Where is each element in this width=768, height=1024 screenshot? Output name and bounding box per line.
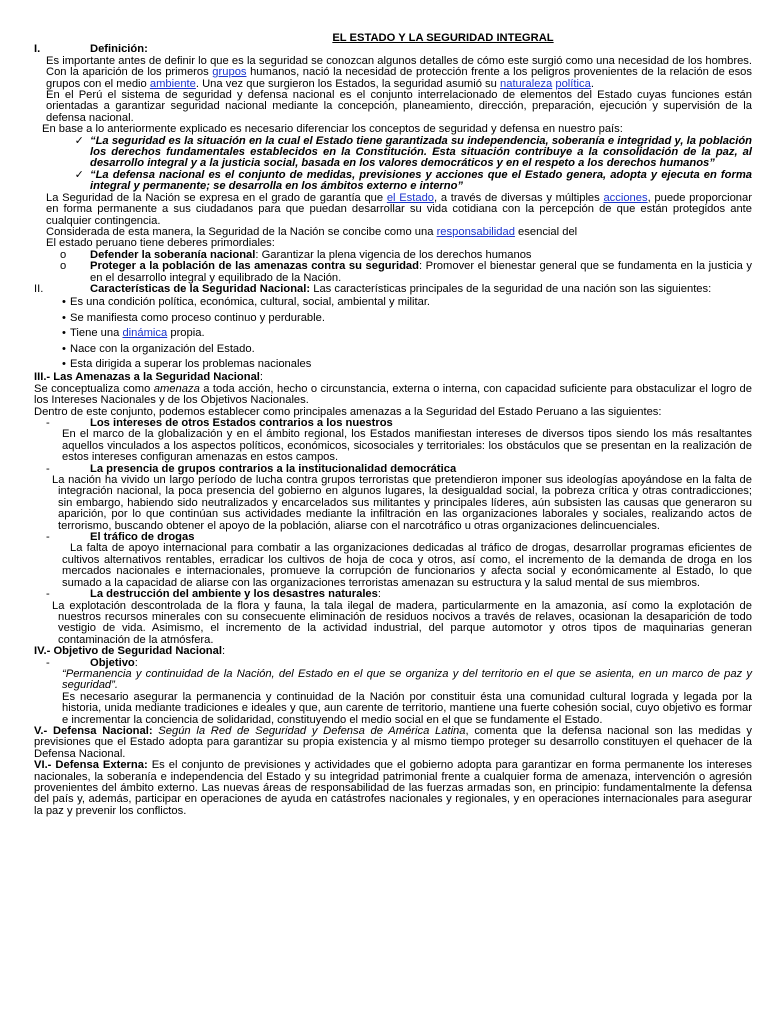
section-1-paragraph-6: El estado peruano tiene deberes primordiales: — [46, 237, 275, 250]
definition-seguridad-text: “La seguridad es la situación en la cual el Estado tiene garantizada su independencia, soberanía e integridad y, la población los derechos fundamentales establecidos en la Constitución. Esta situación contribuye a la consolidación de la paz, al desarrollo integral y a la justicia social, basada en los valores democráticos y en el respeto a los derechos humanos” — [90, 134, 752, 170]
bullet-icon: • — [62, 327, 66, 340]
threat-4-title: La destrucción del ambiente y los desastres naturales — [90, 588, 378, 601]
section-1-paragraph-3: En base a lo anteriormente explicado es necesario diferenciar los conceptos de seguridad y defensa en nuestro país: — [42, 123, 623, 136]
text: , a través de diversas y múltiples — [434, 191, 604, 204]
characteristic-text: Se manifiesta como proceso continuo y perdurable. — [70, 311, 325, 324]
objective-text: Es necesario asegurar la permanencia y continuidad de la Nación por constituir ésta una comunidad cultural lograda y legada por la historia, unida mediante tradiciones e ideales y que, aun carente de territorio, mantiene una fuerte cohesión social, cuyo objetivo es formar e incrementar la conciencia de solidaridad, constituyendo el medio social en el que se fundamente el Estado. — [62, 690, 752, 726]
section-3-title: III.- Las Amenazas a la Seguridad Nacional — [34, 371, 260, 384]
text: Tiene una — [70, 327, 123, 340]
threat-1-text: En el marco de la globalización y en el ámbito regional, los Estados manifiestan intereses de diversos tipos siendo los más resaltantes aquellos vinculados a los aspectos políticos, económicos, sicosociales y territoriales: los obstáculos que se presentan en la realización de estos intereses configuran amenazas en estos campos. — [62, 428, 752, 464]
link-responsabilidad[interactable]: responsabilidad — [436, 225, 515, 238]
circle-bullet-icon: o — [60, 248, 67, 261]
characteristic-item — [34, 328, 752, 339]
section-4-title: IV.- Objetivo de Seguridad Nacional — [34, 645, 222, 658]
link-dinamica[interactable]: dinámica — [122, 327, 168, 340]
duty-2-title: Proteger a la población de las amenazas contra su seguridad — [90, 260, 419, 273]
section-4-heading — [34, 646, 752, 657]
link-naturaleza[interactable]: naturaleza — [500, 77, 553, 90]
section-3-paragraph-2: Dentro de este conjunto, podemos establecer como principales amenazas a la Seguridad del Estado Peruano a las siguientes: — [34, 405, 662, 418]
duty-2-text: : Promover el bienestar general que se fundamenta en la justicia y en el desarrollo integral y equilibrado de la Nación. — [90, 260, 752, 284]
section-1-paragraph-2: En el Perú el sistema de seguridad y defensa nacional es el conjunto interrelacionado de elementos del Estado cuyas funciones están orientadas a garantizar seguridad nacional mediante la concepción, planeamiento, dirección, preparación, ejecución y supervisión de la defensa nacional. — [46, 89, 752, 124]
threat-4-text: La explotación descontrolada de la flora y fauna, la tala ilegal de madera, particularmente en la amazonia, así como la explotación de nuestros recursos minerales con su consecuente eliminación de residuos nocivos a través de relaves, ocasionan la desaparición de todo vestigio de vida. Asimismo, el incremento de la actividad industrial, del parque automotor y otros tipos de maquinarias generan contaminación de la atmósfera. — [52, 599, 752, 646]
link-politica[interactable]: política — [555, 77, 591, 90]
text: : — [377, 588, 381, 601]
section-2-intro: Las características principales de la seguridad de una nación son las siguientes: — [310, 282, 712, 295]
section-1-paragraph-4 — [34, 193, 752, 227]
bullet-icon: • — [62, 357, 66, 370]
definition-defensa-text: “La defensa nacional es el conjunto de medidas, previsiones y acciones que el Estado genera, adopta y ejecuta en forma integral y permanente; se desarrolla en los ámbitos externo e interno” — [90, 168, 752, 193]
bullet-icon: • — [62, 342, 66, 355]
definition-seguridad — [34, 136, 752, 170]
text: La Seguridad de la Nación se expresa en el grado de garantía que — [46, 191, 387, 204]
text: : — [259, 371, 264, 384]
threat-2-title: La presencia de grupos contrarios a la institucionalidad democrática — [90, 462, 457, 475]
text: esencial del — [514, 225, 578, 238]
section-5 — [34, 726, 752, 760]
document-page — [34, 33, 752, 817]
dash-bullet-icon: - — [46, 462, 50, 475]
text: . — [590, 77, 594, 90]
section-2-number: II. — [34, 282, 44, 295]
dash-bullet-icon: - — [46, 417, 50, 429]
text: amenaza — [153, 382, 200, 395]
duty-1-text: : Garantizar la plena vigencia de los derechos humanos — [255, 248, 532, 261]
dash-bullet-icon: - — [46, 531, 50, 544]
link-grupos[interactable]: grupos — [212, 66, 247, 79]
characteristic-item — [34, 297, 752, 308]
characteristic-item — [34, 344, 752, 355]
text: propia. — [167, 327, 205, 340]
section-6-title: VI.- Defensa Externa: — [34, 759, 148, 772]
dash-bullet-icon: - — [46, 588, 50, 601]
threat-4-heading — [34, 589, 752, 600]
link-acciones[interactable]: acciones — [603, 191, 648, 204]
bullet-icon: • — [62, 311, 66, 324]
duty-item-2 — [34, 261, 752, 284]
text: a toda acción, hecho o circunstancia, externa o interna, con capacidad suficiente para obstaculizar el logro de los Intereses Nacionales y de los Objetivos Nacionales. — [34, 382, 752, 407]
section-5-title: V.- Defensa Nacional: — [34, 724, 153, 737]
section-1-paragraph-1 — [34, 56, 752, 90]
duty-1-title: Defender la soberanía nacional — [90, 248, 256, 261]
section-1-number: I. — [34, 43, 41, 56]
check-icon: ✓ — [74, 134, 84, 147]
check-icon: ✓ — [74, 168, 84, 181]
threat-1-title: Los intereses de otros Estados contrarios a los nuestros — [90, 417, 393, 429]
link-el-estado[interactable]: el Estado — [386, 191, 435, 204]
characteristic-item — [34, 359, 752, 370]
text: Es importante antes de definir lo que es la seguridad se conozcan algunos detalles de cómo este surgió como una necesidad de los hombres. Con la aparición de los primeros — [46, 54, 752, 79]
threat-2-text: La nación ha vivido un largo período de lucha contra grupos terroristas que pretendieron imponer sus ideologías apoyándose en la falta de integración nacional, la poca presencia del gobierno en algunos lugares, la desigualdad social, la pobreza crítica y otras contradicciones; sin embargo, habiendo sido neutralizados y encarcelados sus militantes y principales líderes, aún subsisten las causas que generaron su aparición, por lo que continúan sus actividades mediante la infiltración en las organizaciones laborales y sociales, realizando actos de terrorismo, buscando obtener el apoyo de la población, aliarse con el narcotráfico u otras organizaciones delincuenciales. — [52, 474, 752, 532]
text: humanos, nació la necesidad de protección frente a los peligros provenientes de la relación de esos grupos con el medio — [46, 66, 753, 90]
section-2-title: Características de la Seguridad Nacional: — [90, 282, 311, 295]
bullet-icon: • — [62, 296, 66, 309]
text: Se conceptualiza como — [34, 382, 154, 395]
definition-defensa — [34, 170, 752, 193]
section-1-title: Definición: — [90, 43, 148, 56]
text: Considerada de esta manera, la Seguridad de la Nación se concibe como una — [46, 225, 437, 238]
dash-bullet-icon: - — [46, 656, 50, 669]
link-ambiente[interactable]: ambiente — [149, 77, 196, 90]
section-3-paragraph-1 — [34, 384, 752, 407]
section-6-text: Es el conjunto de previsiones y actividades que el gobierno adopta para garantizar en forma permanente los intereses nacionales, la soberanía e independencia del Estado y su integridad patrimonial frente a cualquier forma de amenaza, intervención o agresión provenientes del ámbito externo. Las nuevas áreas de responsabilidad de las fuerzas armadas son, en principio: fundamentalmente la defensa del país y, además, participar en operaciones de ayuda en catástrofes nacionales y regionales, y en operaciones internacionales para asegurar la paz y prevenir los conflictos. — [34, 759, 752, 817]
characteristic-text: Esta dirigida a superar los problemas nacionales — [70, 357, 312, 370]
text: . Una vez que surgieron los Estados, la seguridad asumió su — [195, 77, 500, 90]
characteristic-text: Nace con la organización del Estado. — [70, 342, 255, 355]
text: , puede proporcionar en forma permanente a sus ciudadanos para que puedan desarrollar su vida cotidiana con la percepción de que están protegidos ante cualquier contingencia. — [46, 191, 752, 227]
characteristic-item — [34, 313, 752, 324]
threat-3-title: El tráfico de drogas — [90, 531, 195, 544]
section-2-heading — [34, 284, 752, 295]
text: : — [134, 656, 138, 669]
threat-3-text: La falta de apoyo internacional para combatir a las organizaciones dedicadas al tráfico de drogas, desarrollar programas eficientes de cultivos alternativos rentables, erradicar los cultivos de hoja de coca y otros, así como, el incremento de la demanda de droga en los mercados nacionales e internacionales, promueve la corrupción de funcionarios y afecta social y económicamente al Estado, lo que sumado a la capacidad de aliarse con las organizaciones terroristas amenazan su estructura y la salud mental de sus miembros. — [62, 542, 752, 589]
characteristic-text: Es una condición política, económica, cultural, social, ambiental y militar. — [70, 296, 431, 309]
text: : — [221, 645, 226, 658]
circle-bullet-icon: o — [60, 260, 67, 273]
objective-title: Objetivo — [90, 656, 135, 669]
objective-quote: “Permanencia y continuidad de la Nación, del Estado en el que se organiza y del territorio en el que se asienta, en un marco de paz y seguridad”. — [62, 667, 752, 692]
section-6 — [34, 760, 752, 817]
section-5-source: Según la Red de Seguridad y Defensa de América Latina — [152, 724, 466, 737]
document-title: EL ESTADO Y LA SEGURIDAD INTEGRAL — [332, 32, 554, 44]
section-5-text: , comenta que la defensa nacional son las medidas y previsiones que el Estado adopta para garantizar su propia existencia y al mismo tiempo proteger su desarrollo constituyen el quehacer de la Defensa Nacional. — [34, 724, 752, 760]
